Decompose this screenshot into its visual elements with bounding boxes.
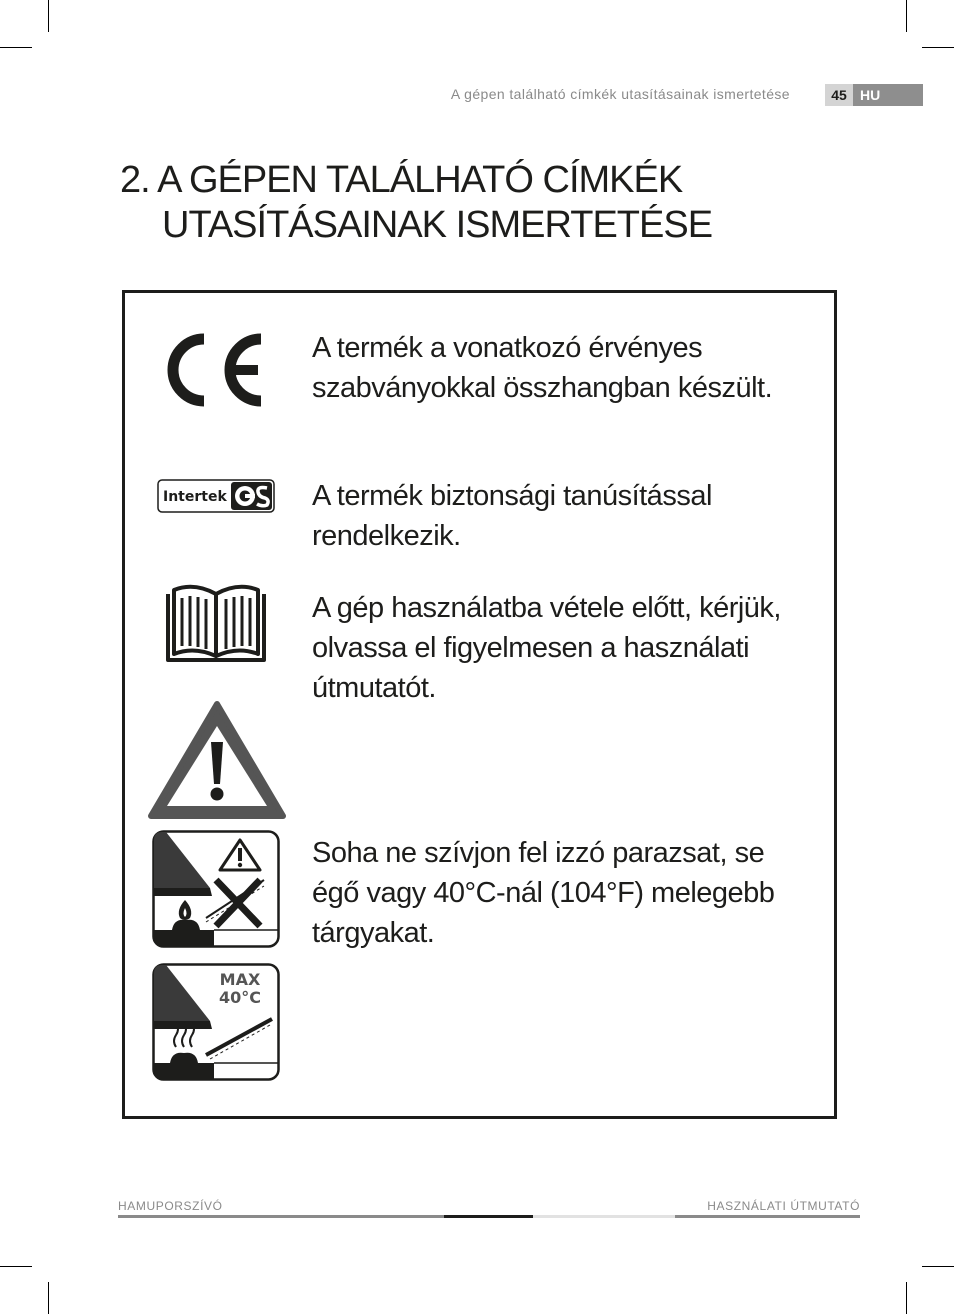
intertek-gs-icon: [157, 479, 275, 513]
no-burning-objects-icon: [152, 830, 280, 948]
warning-triangle-icon: [147, 700, 287, 820]
page-number: 45: [825, 84, 853, 106]
section-title-line-1: 2. A GÉPEN TALÁLHATÓ CÍMKÉK: [120, 159, 683, 201]
crop-mark: [922, 1266, 954, 1267]
intertek-gs-description: A termék biztonsági tanúsítással rendelkezik.: [312, 480, 712, 552]
open-book-icon: [160, 584, 272, 662]
crop-mark: [906, 0, 907, 32]
footer-rule: [118, 1215, 444, 1218]
crop-mark: [48, 0, 49, 32]
max-temperature-icon: [152, 963, 280, 1081]
language-code: HU: [860, 87, 881, 103]
crop-mark: [48, 1282, 49, 1314]
crop-mark: [906, 1282, 907, 1314]
no-burning-objects-description: Soha ne szívjon fel izzó parazsat, se égő vagy 40°C-nál (104°F) melegebb tárgyakat.: [312, 837, 775, 949]
crop-mark: [922, 47, 954, 48]
ce-mark-icon: [158, 329, 268, 411]
footer-rule: [675, 1215, 860, 1218]
footer-rule: [533, 1215, 675, 1218]
temperature-label: 40°C: [218, 988, 262, 1007]
footer-product-name: HAMUPORSZÍVÓ: [118, 1199, 223, 1213]
section-title: [120, 158, 712, 248]
crop-mark: [0, 47, 32, 48]
max-label: MAX: [219, 970, 261, 989]
crop-mark: [0, 1266, 32, 1267]
footer-document-name: HASZNÁLATI ÚTMUTATÓ: [707, 1199, 860, 1213]
section-title-line-2: UTASÍTÁSAINAK ISMERTETÉSE: [162, 204, 713, 246]
running-header-title: A gépen található címkék utasításainak ismertetése: [450, 86, 790, 102]
read-manual-description: A gép használatba vétele előtt, kérjük, olvassa el figyelmesen a használati útmutatót.: [312, 592, 781, 704]
labels-box: [122, 290, 837, 1119]
page-tab: [825, 84, 923, 106]
ce-mark-description: A termék a vonatkozó érvényes szabványokkal összhangban készült.: [312, 332, 773, 404]
intertek-logo-text: Intertek: [163, 489, 227, 505]
footer-rule: [444, 1215, 533, 1218]
